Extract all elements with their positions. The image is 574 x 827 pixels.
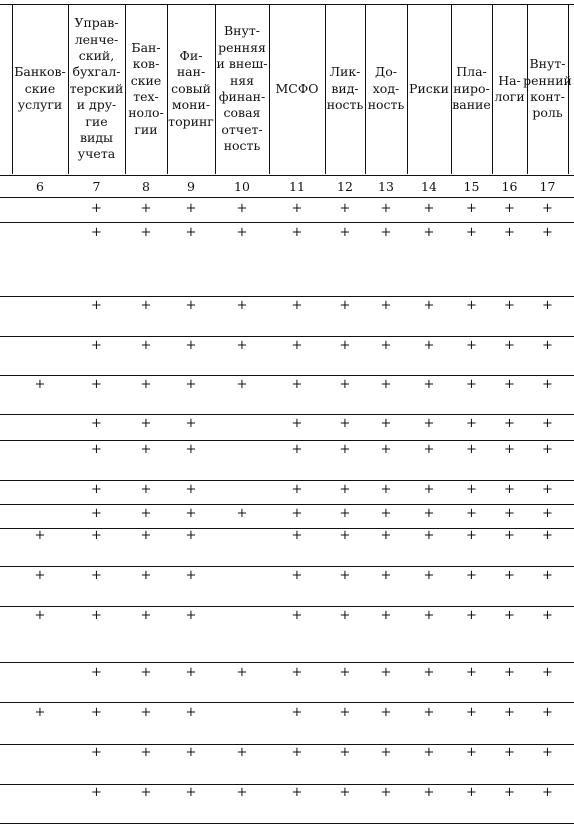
table-cell-mark: + [185,785,197,800]
table-cell-mark: + [466,665,477,680]
table-cell-mark: + [339,506,351,521]
table-cell-mark: + [542,568,553,583]
column-number: 17 [539,178,556,194]
table-cell-mark: + [504,338,515,353]
table-cell-mark: + [466,201,477,216]
table-cell-mark: + [236,506,248,521]
table-cell-mark: + [185,608,197,623]
table-cell-mark: + [504,745,515,760]
table-cell-mark: + [542,225,553,240]
table-cell-mark: + [380,745,392,760]
table-cell-mark: + [236,377,248,392]
table-cell-mark: + [34,528,46,543]
table-cell-mark: + [380,225,392,240]
table-cell-mark: + [91,665,102,680]
table-cell-mark: + [185,377,197,392]
table-cell-mark: + [504,568,515,583]
table-cell-mark: + [236,665,248,680]
table-cell-mark: + [423,377,435,392]
table-cell-mark: + [140,785,152,800]
table-cell-mark: + [542,705,553,720]
table-cell-mark: + [542,416,553,431]
table-cell-mark: + [339,528,351,543]
table-cell-mark: + [542,665,553,680]
table-cell-mark: + [34,568,46,583]
table-rule [0,296,574,297]
table-cell-mark: + [542,482,553,497]
column-number: 13 [378,178,394,194]
table-cell-mark: + [140,201,152,216]
table-cell-mark: + [542,201,553,216]
table-cell-mark: + [185,528,197,543]
table-cell-mark: + [291,225,303,240]
table-cell-mark: + [140,608,152,623]
table-rule [0,414,574,415]
table-cell-mark: + [291,705,303,720]
table-rule [0,440,574,441]
table-cell-mark: + [339,705,351,720]
table-cell-mark: + [140,705,152,720]
table-cell-mark: + [380,442,392,457]
table-cell-mark: + [423,201,435,216]
table-cell-mark: + [185,298,197,313]
column-number: 12 [337,178,353,194]
table-rule [0,702,574,703]
table-cell-mark: + [504,298,515,313]
table-cell-mark: + [291,665,303,680]
table-cell-mark: + [542,528,553,543]
table-cell-mark: + [140,506,152,521]
column-header: Пла- ниро- вание [452,64,491,113]
table-cell-mark: + [339,785,351,800]
table-cell-mark: + [91,745,102,760]
table-cell-mark: + [236,785,248,800]
table-cell-mark: + [291,298,303,313]
table-rule [0,504,574,505]
table-cell-mark: + [291,482,303,497]
table-cell-mark: + [504,665,515,680]
table-cell-mark: + [339,225,351,240]
table-cell-mark: + [380,506,392,521]
table-cell-mark: + [91,201,102,216]
table-cell-mark: + [542,745,553,760]
table-cell-mark: + [185,482,197,497]
table-cell-mark: + [380,665,392,680]
table-cell-mark: + [291,528,303,543]
table-rule [0,480,574,481]
table-cell-mark: + [466,785,477,800]
table-cell-mark: + [423,608,435,623]
table-cell-mark: + [466,442,477,457]
table-cell-mark: + [91,482,102,497]
table-cell-mark: + [291,506,303,521]
table-cell-mark: + [380,377,392,392]
column-header: Лик- вид- ность [326,64,364,113]
table-cell-mark: + [339,665,351,680]
column-number: 7 [92,178,101,194]
table-cell-mark: + [542,608,553,623]
table-cell-mark: + [185,442,197,457]
table-cell-mark: + [91,377,102,392]
column-header: МСФО [275,80,319,96]
table-cell-mark: + [380,201,392,216]
table-rule [0,375,574,376]
table-cell-mark: + [466,225,477,240]
table-cell-mark: + [339,442,351,457]
table-cell-mark: + [504,442,515,457]
table-rule [0,566,574,567]
table-rule [0,606,574,607]
table-cell-mark: + [423,745,435,760]
table-cell-mark: + [466,745,477,760]
table-cell-mark: + [466,608,477,623]
table-rule [0,744,574,745]
table-cell-mark: + [542,338,553,353]
table-cell-mark: + [91,442,102,457]
table-cell-mark: + [423,506,435,521]
table-cell-mark: + [339,568,351,583]
column-header: До- ход- ность [367,64,405,113]
table-cell-mark: + [291,608,303,623]
table-cell-mark: + [140,568,152,583]
table-cell-mark: + [140,225,152,240]
column-header: Внут- ренний конт- роль [523,56,572,121]
table-cell-mark: + [504,528,515,543]
table-cell-mark: + [423,665,435,680]
table-cell-mark: + [542,785,553,800]
table-cell-mark: + [236,338,248,353]
table-cell-mark: + [34,705,46,720]
table-cell-mark: + [339,377,351,392]
table-cell-mark: + [504,416,515,431]
table-cell-mark: + [339,745,351,760]
table-cell-mark: + [91,225,102,240]
column-header: Внут- ренняя и внеш- няя финан- совая отчет- ность [216,23,268,154]
table-cell-mark: + [185,745,197,760]
table-cell-mark: + [380,608,392,623]
table-cell-mark: + [140,482,152,497]
table-cell-mark: + [236,298,248,313]
table-cell-mark: + [380,785,392,800]
table-cell-mark: + [236,201,248,216]
table-cell-mark: + [339,608,351,623]
table-cell-mark: + [504,608,515,623]
table-cell-mark: + [91,506,102,521]
table-cell-mark: + [91,785,102,800]
column-number: 9 [187,178,195,194]
table-cell-mark: + [339,338,351,353]
table-cell-mark: + [504,482,515,497]
column-number: 6 [36,178,44,194]
table-cell-mark: + [380,416,392,431]
table-cell-mark: + [466,482,477,497]
table-cell-mark: + [140,298,152,313]
column-number: 11 [289,178,305,194]
table-cell-mark: + [291,416,303,431]
table-cell-mark: + [91,705,102,720]
table-rule [0,336,574,337]
table-cell-mark: + [291,568,303,583]
table-cell-mark: + [339,298,351,313]
table-cell-mark: + [140,442,152,457]
table-cell-mark: + [542,506,553,521]
table-cell-mark: + [34,608,46,623]
table-cell-mark: + [423,785,435,800]
table-cell-mark: + [423,338,435,353]
table-cell-mark: + [542,377,553,392]
table-cell-mark: + [423,482,435,497]
table-cell-mark: + [504,506,515,521]
table-cell-mark: + [466,338,477,353]
table-cell-mark: + [185,665,197,680]
table-cell-mark: + [185,568,197,583]
table-cell-mark: + [504,785,515,800]
table-cell-mark: + [504,201,515,216]
table-cell-mark: + [91,608,102,623]
table-cell-mark: + [185,506,197,521]
table-cell-mark: + [91,568,102,583]
table-rule [0,784,574,785]
table-cell-mark: + [504,377,515,392]
table-cell-mark: + [466,416,477,431]
column-header: Управ- ленче- ский, бухгал- терский и дру- гие виды учета [69,15,124,162]
table-rule [0,222,574,223]
table-cell-mark: + [291,442,303,457]
column-header: Банков- ские услуги [14,64,66,113]
column-number: 16 [501,178,518,194]
column-header: Бан- ков- ские тех- ноло- гии [128,39,164,137]
table-cell-mark: + [380,482,392,497]
table-cell-mark: + [140,416,152,431]
table-cell-mark: + [423,225,435,240]
table-rule [0,662,574,663]
table-cell-mark: + [423,416,435,431]
table-rule [0,197,574,198]
table-cell-mark: + [466,298,477,313]
table-cell-mark: + [140,377,152,392]
table-cell-mark: + [91,528,102,543]
table-cell-mark: + [380,528,392,543]
table-cell-mark: + [291,338,303,353]
table-rule [0,823,574,824]
table-cell-mark: + [423,442,435,457]
table-cell-mark: + [339,416,351,431]
table-cell-mark: + [236,745,248,760]
table-cell-mark: + [466,377,477,392]
table-cell-mark: + [466,568,477,583]
table-cell-mark: + [91,338,102,353]
column-header: Фи- нан- совый мони- торинг [168,47,214,129]
table-cell-mark: + [423,298,435,313]
column-header: На- логи [494,72,525,104]
table-cell-mark: + [423,528,435,543]
table-cell-mark: + [140,745,152,760]
table-cell-mark: + [380,298,392,313]
table-cell-mark: + [380,568,392,583]
table-cell-mark: + [91,416,102,431]
table-cell-mark: + [466,528,477,543]
table-cell-mark: + [140,665,152,680]
table-cell-mark: + [466,506,477,521]
table-cell-mark: + [185,416,197,431]
table-cell-mark: + [34,377,46,392]
table-cell-mark: + [91,298,102,313]
column-number: 15 [463,178,480,194]
table-cell-mark: + [185,201,197,216]
table-cell-mark: + [185,338,197,353]
table-cell-mark: + [185,225,197,240]
table-cell-mark: + [466,705,477,720]
table-cell-mark: + [423,705,435,720]
table-cell-mark: + [380,338,392,353]
table-cell-mark: + [339,201,351,216]
table-cell-mark: + [291,785,303,800]
column-number: 8 [142,178,150,194]
table-cell-mark: + [423,568,435,583]
table-cell-mark: + [380,705,392,720]
column-number: 10 [234,178,250,194]
table-cell-mark: + [291,745,303,760]
table-cell-mark: + [140,338,152,353]
column-header: Риски [409,80,449,96]
table-cell-mark: + [291,377,303,392]
table-cell-mark: + [504,225,515,240]
table-cell-mark: + [504,705,515,720]
table-cell-mark: + [140,528,152,543]
table-cell-mark: + [542,298,553,313]
table-cell-mark: + [291,201,303,216]
table-cell-mark: + [185,705,197,720]
table-cell-mark: + [236,225,248,240]
table-cell-mark: + [339,482,351,497]
column-number: 14 [421,178,437,194]
table-cell-mark: + [542,442,553,457]
